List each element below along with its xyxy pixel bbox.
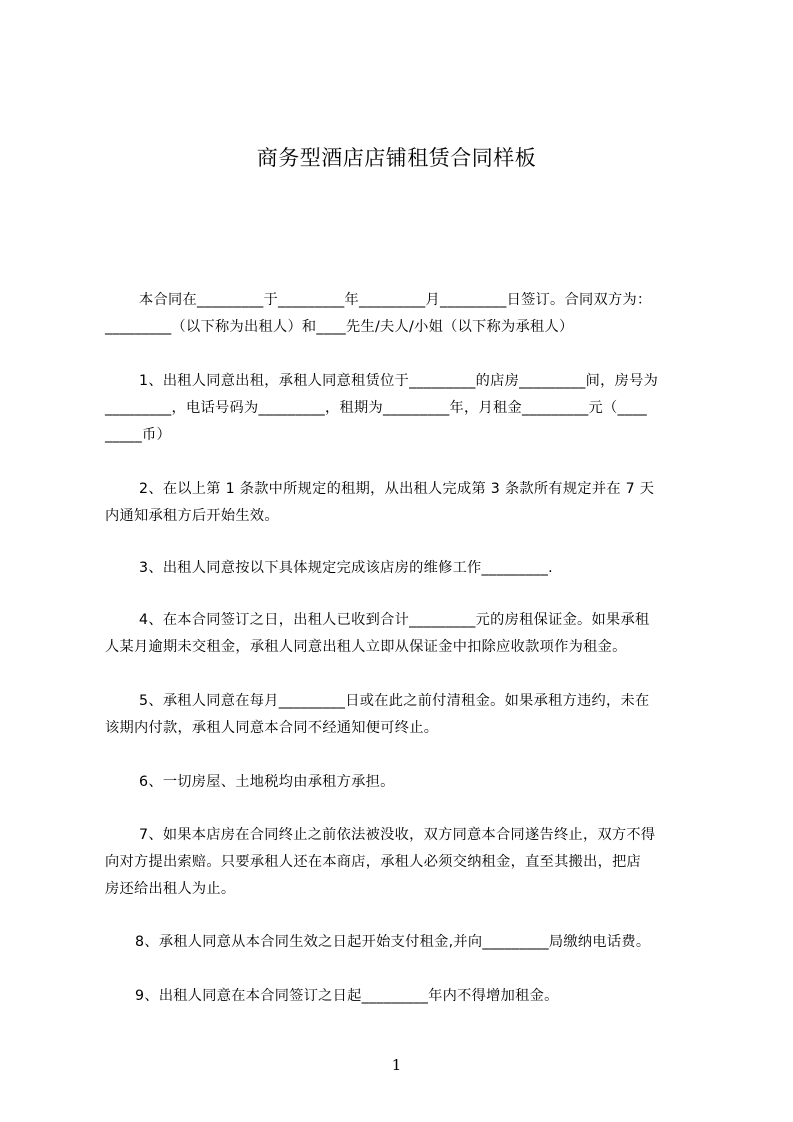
clause-1-line-3: _____币） xyxy=(105,427,171,443)
clause-6-line-1: 6、一切房屋、土地税均由承租方承担。 xyxy=(139,774,395,790)
clause-2-line-2: 内通知承租方后开始生效。 xyxy=(105,508,279,524)
document-title: 商务型酒店店铺租赁合同样板 xyxy=(256,146,537,170)
clause-8-line-1: 8、承租人同意从本合同生效之日起开始支付租金,并向_________局缴纳电话费。 xyxy=(135,934,651,950)
clause-5-line-1: 5、承租人同意在每月_________日或在此之前付清租金。如果承租方违约，未在 xyxy=(139,693,650,709)
clause-1-line-2: _________，电话号码为_________，租期为_________年，月租金_________元（____ xyxy=(105,400,648,416)
clause-4-line-2: 人某月逾期未交租金，承租人同意出租人立即从保证金中扣除应收款项作为租金。 xyxy=(105,639,627,655)
clause-4-line-1: 4、在本合同签订之日，出租人已收到合计_________元的房租保证金。如果承租 xyxy=(139,612,650,628)
clause-3-line-1: 3、出租人同意按以下具体规定完成该店房的维修工作_________. xyxy=(139,560,553,576)
clause-9-line-1: 9、出租人同意在本合同签订之日起_________年内不得增加租金。 xyxy=(135,988,559,1004)
intro-line-2: _________（以下称为出租人）和____先生/夫人/小姐（以下称为承租人） xyxy=(105,319,574,335)
clause-7-line-2: 向对方提出索赔。只要承租人还在本商店，承租人必须交纳租金，直至其搬出，把店 xyxy=(105,854,642,870)
clause-5-line-2: 该期内付款，承租人同意本合同不经通知便可终止。 xyxy=(105,720,439,736)
page-number: 1 xyxy=(391,1056,402,1074)
clause-2-line-1: 2、在以上第 1 条款中所规定的租期，从出租人完成第 3 条款所有规定并在 7 天 xyxy=(139,481,655,497)
clause-7-line-1: 7、如果本店房在合同终止之前依法被没收，双方同意本合同遂告终止，双方不得 xyxy=(139,827,656,843)
clause-1-line-1: 1、出租人同意出租，承租人同意租赁位于_________的店房_________间，房号为 xyxy=(139,373,659,389)
clause-7-line-3: 房还给出租人为止。 xyxy=(105,881,236,897)
intro-line-1: 本合同在_________于_________年_________月_________日签订。合同双方为： xyxy=(139,292,652,308)
